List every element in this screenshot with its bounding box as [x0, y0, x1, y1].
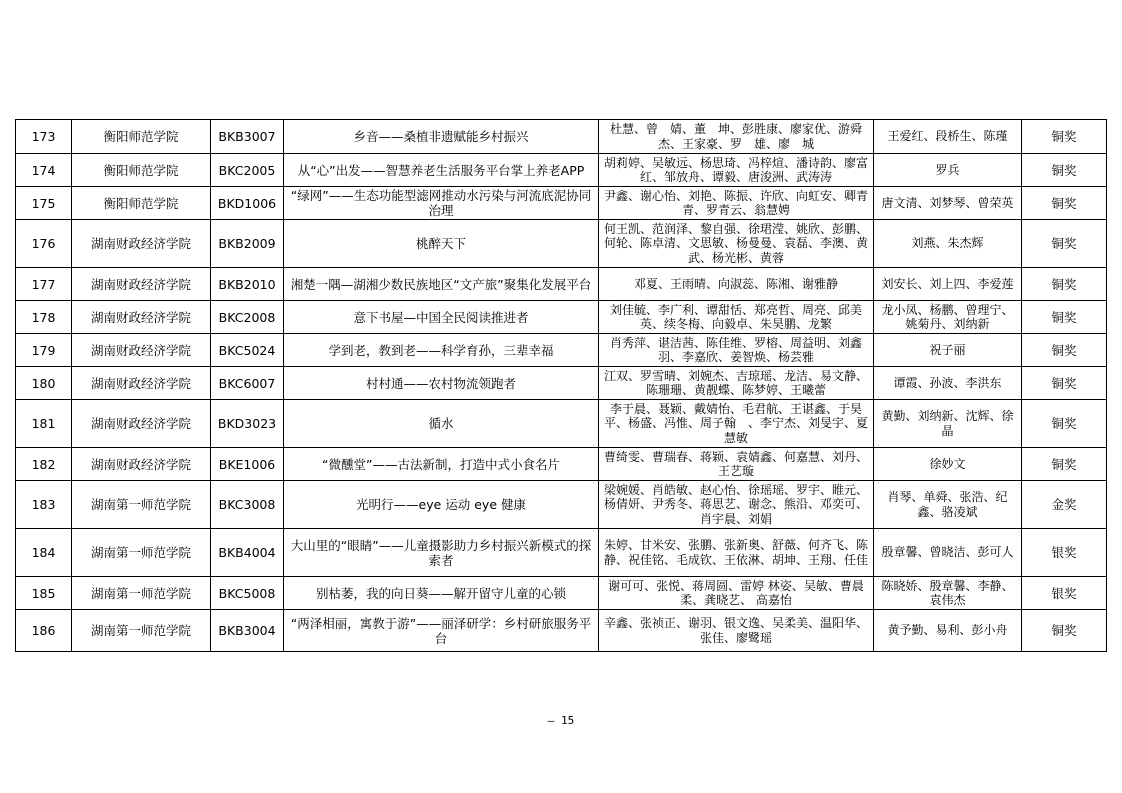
award-level-cell: 铜奖 [1022, 448, 1107, 481]
row-number-cell: 178 [16, 301, 72, 334]
row-number-cell: 180 [16, 367, 72, 400]
team-members-cell: 杜慧、曾 婧、董 坤、彭胜康、廖家优、游舜杰、王家豪、罗 雄、廖 城 [599, 120, 874, 154]
table-row [16, 529, 1107, 577]
project-name-cell: 湘楚一隅—湖湘少数民族地区“文产旅”聚集化发展平台 [284, 268, 599, 301]
table-row [16, 187, 1107, 220]
team-members-cell: 何王凯、范润泽、黎自强、徐珺滢、姚欣、彭鹏、何轮、陈卓清、文思敏、杨曼曼、袁磊、李澳、黄武、杨光彬、黄蓉 [599, 220, 874, 268]
school-name-cell: 湖南第一师范学院 [72, 481, 211, 529]
award-level-cell: 银奖 [1022, 529, 1107, 577]
award-level-cell: 铜奖 [1022, 154, 1107, 187]
row-number-cell: 183 [16, 481, 72, 529]
row-number-cell: 173 [16, 120, 72, 154]
table-row [16, 334, 1107, 367]
award-level-cell: 铜奖 [1022, 268, 1107, 301]
team-members-cell: 胡莉婷、吴敏远、杨思琦、冯梓煊、潘诗韵、廖富红、邹放舟、谭毅、唐浚洲、武涛涛 [599, 154, 874, 187]
project-name-cell: 从“心”出发——智慧养老生活服务平台掌上养老APP [284, 154, 599, 187]
table-row [16, 448, 1107, 481]
table-row [16, 268, 1107, 301]
advisors-cell: 王爱红、段桥生、陈瑾 [874, 120, 1022, 154]
advisors-cell: 祝子丽 [874, 334, 1022, 367]
table-row [16, 154, 1107, 187]
team-members-cell: 尹鑫、谢心怡、刘艳、陈振、许欣、向虹安、卿青青、罗青云、翁慧娉 [599, 187, 874, 220]
school-name-cell: 湖南第一师范学院 [72, 577, 211, 610]
award-level-cell: 铜奖 [1022, 334, 1107, 367]
school-name-cell: 湖南财政经济学院 [72, 268, 211, 301]
advisors-cell: 肖琴、单舜、张浩、纪鑫、骆凌斌 [874, 481, 1022, 529]
advisors-cell: 殷章馨、曾晓洁、彭可人 [874, 529, 1022, 577]
school-name-cell: 衡阳师范学院 [72, 154, 211, 187]
project-name-cell: 桃醉天下 [284, 220, 599, 268]
team-members-cell: 李于晨、聂颖、戴婧怡、毛君航、王谌鑫、于昊平、杨盛、冯惟、周子翰 、李宁杰、刘旻宇、夏慧敏 [599, 400, 874, 448]
row-number-cell: 175 [16, 187, 72, 220]
project-code-cell: BKB3007 [211, 120, 284, 154]
row-number-cell: 174 [16, 154, 72, 187]
team-members-cell: 谢可可、张悦、蒋周圆、雷婷 林姿、吴敏、曹晨柔、龚晓艺、 高嘉怡 [599, 577, 874, 610]
project-code-cell: BKC2005 [211, 154, 284, 187]
project-code-cell: BKC6007 [211, 367, 284, 400]
project-code-cell: BKC5008 [211, 577, 284, 610]
advisors-cell: 刘安长、刘上四、李爱莲 [874, 268, 1022, 301]
table-row [16, 577, 1107, 610]
award-level-cell: 铜奖 [1022, 301, 1107, 334]
award-level-cell: 银奖 [1022, 577, 1107, 610]
award-level-cell: 铜奖 [1022, 610, 1107, 652]
advisors-cell: 罗兵 [874, 154, 1022, 187]
school-name-cell: 衡阳师范学院 [72, 187, 211, 220]
team-members-cell: 朱婷、甘米安、张鹏、张新奥、舒薇、何齐飞、陈静、祝佳铭、毛成钦、王依淋、胡坤、王翔、任佳 [599, 529, 874, 577]
project-code-cell: BKD1006 [211, 187, 284, 220]
school-name-cell: 湖南财政经济学院 [72, 448, 211, 481]
advisors-cell: 唐文清、刘梦琴、曾荣英 [874, 187, 1022, 220]
awards-table-body [16, 120, 1107, 652]
school-name-cell: 湖南财政经济学院 [72, 367, 211, 400]
project-name-cell: “微醺堂”——古法新制，打造中式小食名片 [284, 448, 599, 481]
row-number-cell: 186 [16, 610, 72, 652]
advisors-cell: 黄予勤、易利、彭小舟 [874, 610, 1022, 652]
team-members-cell: 邓夏、王雨晴、向淑蕊、陈湘、谢雅静 [599, 268, 874, 301]
team-members-cell: 刘佳毓、李广利、谭甜恬、郑亮哲、周亮、邱美英、续冬梅、向毅卓、朱昊鹏、龙繁 [599, 301, 874, 334]
project-code-cell: BKB4004 [211, 529, 284, 577]
school-name-cell: 衡阳师范学院 [72, 120, 211, 154]
project-name-cell: “绿网”——生态功能型滤网推动水污染与河流底泥协同治理 [284, 187, 599, 220]
team-members-cell: 梁婉媛、肖皓敏、赵心怡、徐瑶瑶、罗宇、睢元、杨倩妍、尹秀冬、蒋思艺、谢念、熊沿、邓奕可、肖宇晨、刘娟 [599, 481, 874, 529]
school-name-cell: 湖南第一师范学院 [72, 610, 211, 652]
project-code-cell: BKC5024 [211, 334, 284, 367]
school-name-cell: 湖南财政经济学院 [72, 334, 211, 367]
project-code-cell: BKC2008 [211, 301, 284, 334]
awards-table [15, 119, 1107, 652]
table-row [16, 301, 1107, 334]
row-number-cell: 176 [16, 220, 72, 268]
award-level-cell: 铜奖 [1022, 400, 1107, 448]
project-name-cell: 大山里的“眼睛”——儿童摄影助力乡村振兴新模式的探索者 [284, 529, 599, 577]
project-code-cell: BKC3008 [211, 481, 284, 529]
row-number-cell: 181 [16, 400, 72, 448]
table-row [16, 120, 1107, 154]
table-row [16, 610, 1107, 652]
project-code-cell: BKE1006 [211, 448, 284, 481]
award-level-cell: 铜奖 [1022, 120, 1107, 154]
row-number-cell: 177 [16, 268, 72, 301]
row-number-cell: 179 [16, 334, 72, 367]
advisors-cell: 陈晓娇、殷章馨、李静、袁伟杰 [874, 577, 1022, 610]
team-members-cell: 曹绮雯、曹瑞春、蒋颖、袁婧鑫、何嘉慧、刘丹、王艺璇 [599, 448, 874, 481]
school-name-cell: 湖南第一师范学院 [72, 529, 211, 577]
project-name-cell: “两泽相丽，寓教于游”——丽泽研学：乡村研旅服务平台 [284, 610, 599, 652]
award-level-cell: 铜奖 [1022, 367, 1107, 400]
project-name-cell: 村村通——农村物流领跑者 [284, 367, 599, 400]
project-code-cell: BKB2010 [211, 268, 284, 301]
row-number-cell: 185 [16, 577, 72, 610]
award-level-cell: 铜奖 [1022, 187, 1107, 220]
school-name-cell: 湖南财政经济学院 [72, 301, 211, 334]
row-number-cell: 182 [16, 448, 72, 481]
project-name-cell: 意下书屋—中国全民阅读推进者 [284, 301, 599, 334]
row-number-cell: 184 [16, 529, 72, 577]
project-name-cell: 别枯萎，我的向日葵——解开留守儿童的心锁 [284, 577, 599, 610]
team-members-cell: 肖秀萍、谌洁茜、陈佳维、罗榕、周益明、刘鑫羽、李嘉欣、姜智焕、杨芸雅 [599, 334, 874, 367]
table-row [16, 367, 1107, 400]
award-level-cell: 金奖 [1022, 481, 1107, 529]
advisors-cell: 徐妙文 [874, 448, 1022, 481]
project-code-cell: BKB3004 [211, 610, 284, 652]
advisors-cell: 刘燕、朱杰辉 [874, 220, 1022, 268]
project-name-cell: 乡音——桑植非遗赋能乡村振兴 [284, 120, 599, 154]
project-name-cell: 学到老，教到老——科学育孙，三辈幸福 [284, 334, 599, 367]
award-level-cell: 铜奖 [1022, 220, 1107, 268]
advisors-cell: 黄勤、刘纳新、沈辉、徐晶 [874, 400, 1022, 448]
project-code-cell: BKB2009 [211, 220, 284, 268]
advisors-cell: 谭霞、孙波、李洪东 [874, 367, 1022, 400]
advisors-cell: 龙小凤、杨鹏、曾理宁、姚菊丹、刘纳新 [874, 301, 1022, 334]
project-name-cell: 光明行——eye 运动 eye 健康 [284, 481, 599, 529]
table-row [16, 481, 1107, 529]
project-name-cell: 循水 [284, 400, 599, 448]
school-name-cell: 湖南财政经济学院 [72, 400, 211, 448]
page-number: — 15 [547, 714, 575, 727]
project-code-cell: BKD3023 [211, 400, 284, 448]
school-name-cell: 湖南财政经济学院 [72, 220, 211, 268]
table-row [16, 220, 1107, 268]
team-members-cell: 江双、罗雪晴、刘婉杰、吉琼瑶、龙洁、易文静、陈珊珊、黄靓蝶、陈梦婷、王曦蕾 [599, 367, 874, 400]
team-members-cell: 辛鑫、张祯正、谢羽、银文逸、吴柔美、温阳华、张佳、廖鹭瑶 [599, 610, 874, 652]
table-row [16, 400, 1107, 448]
